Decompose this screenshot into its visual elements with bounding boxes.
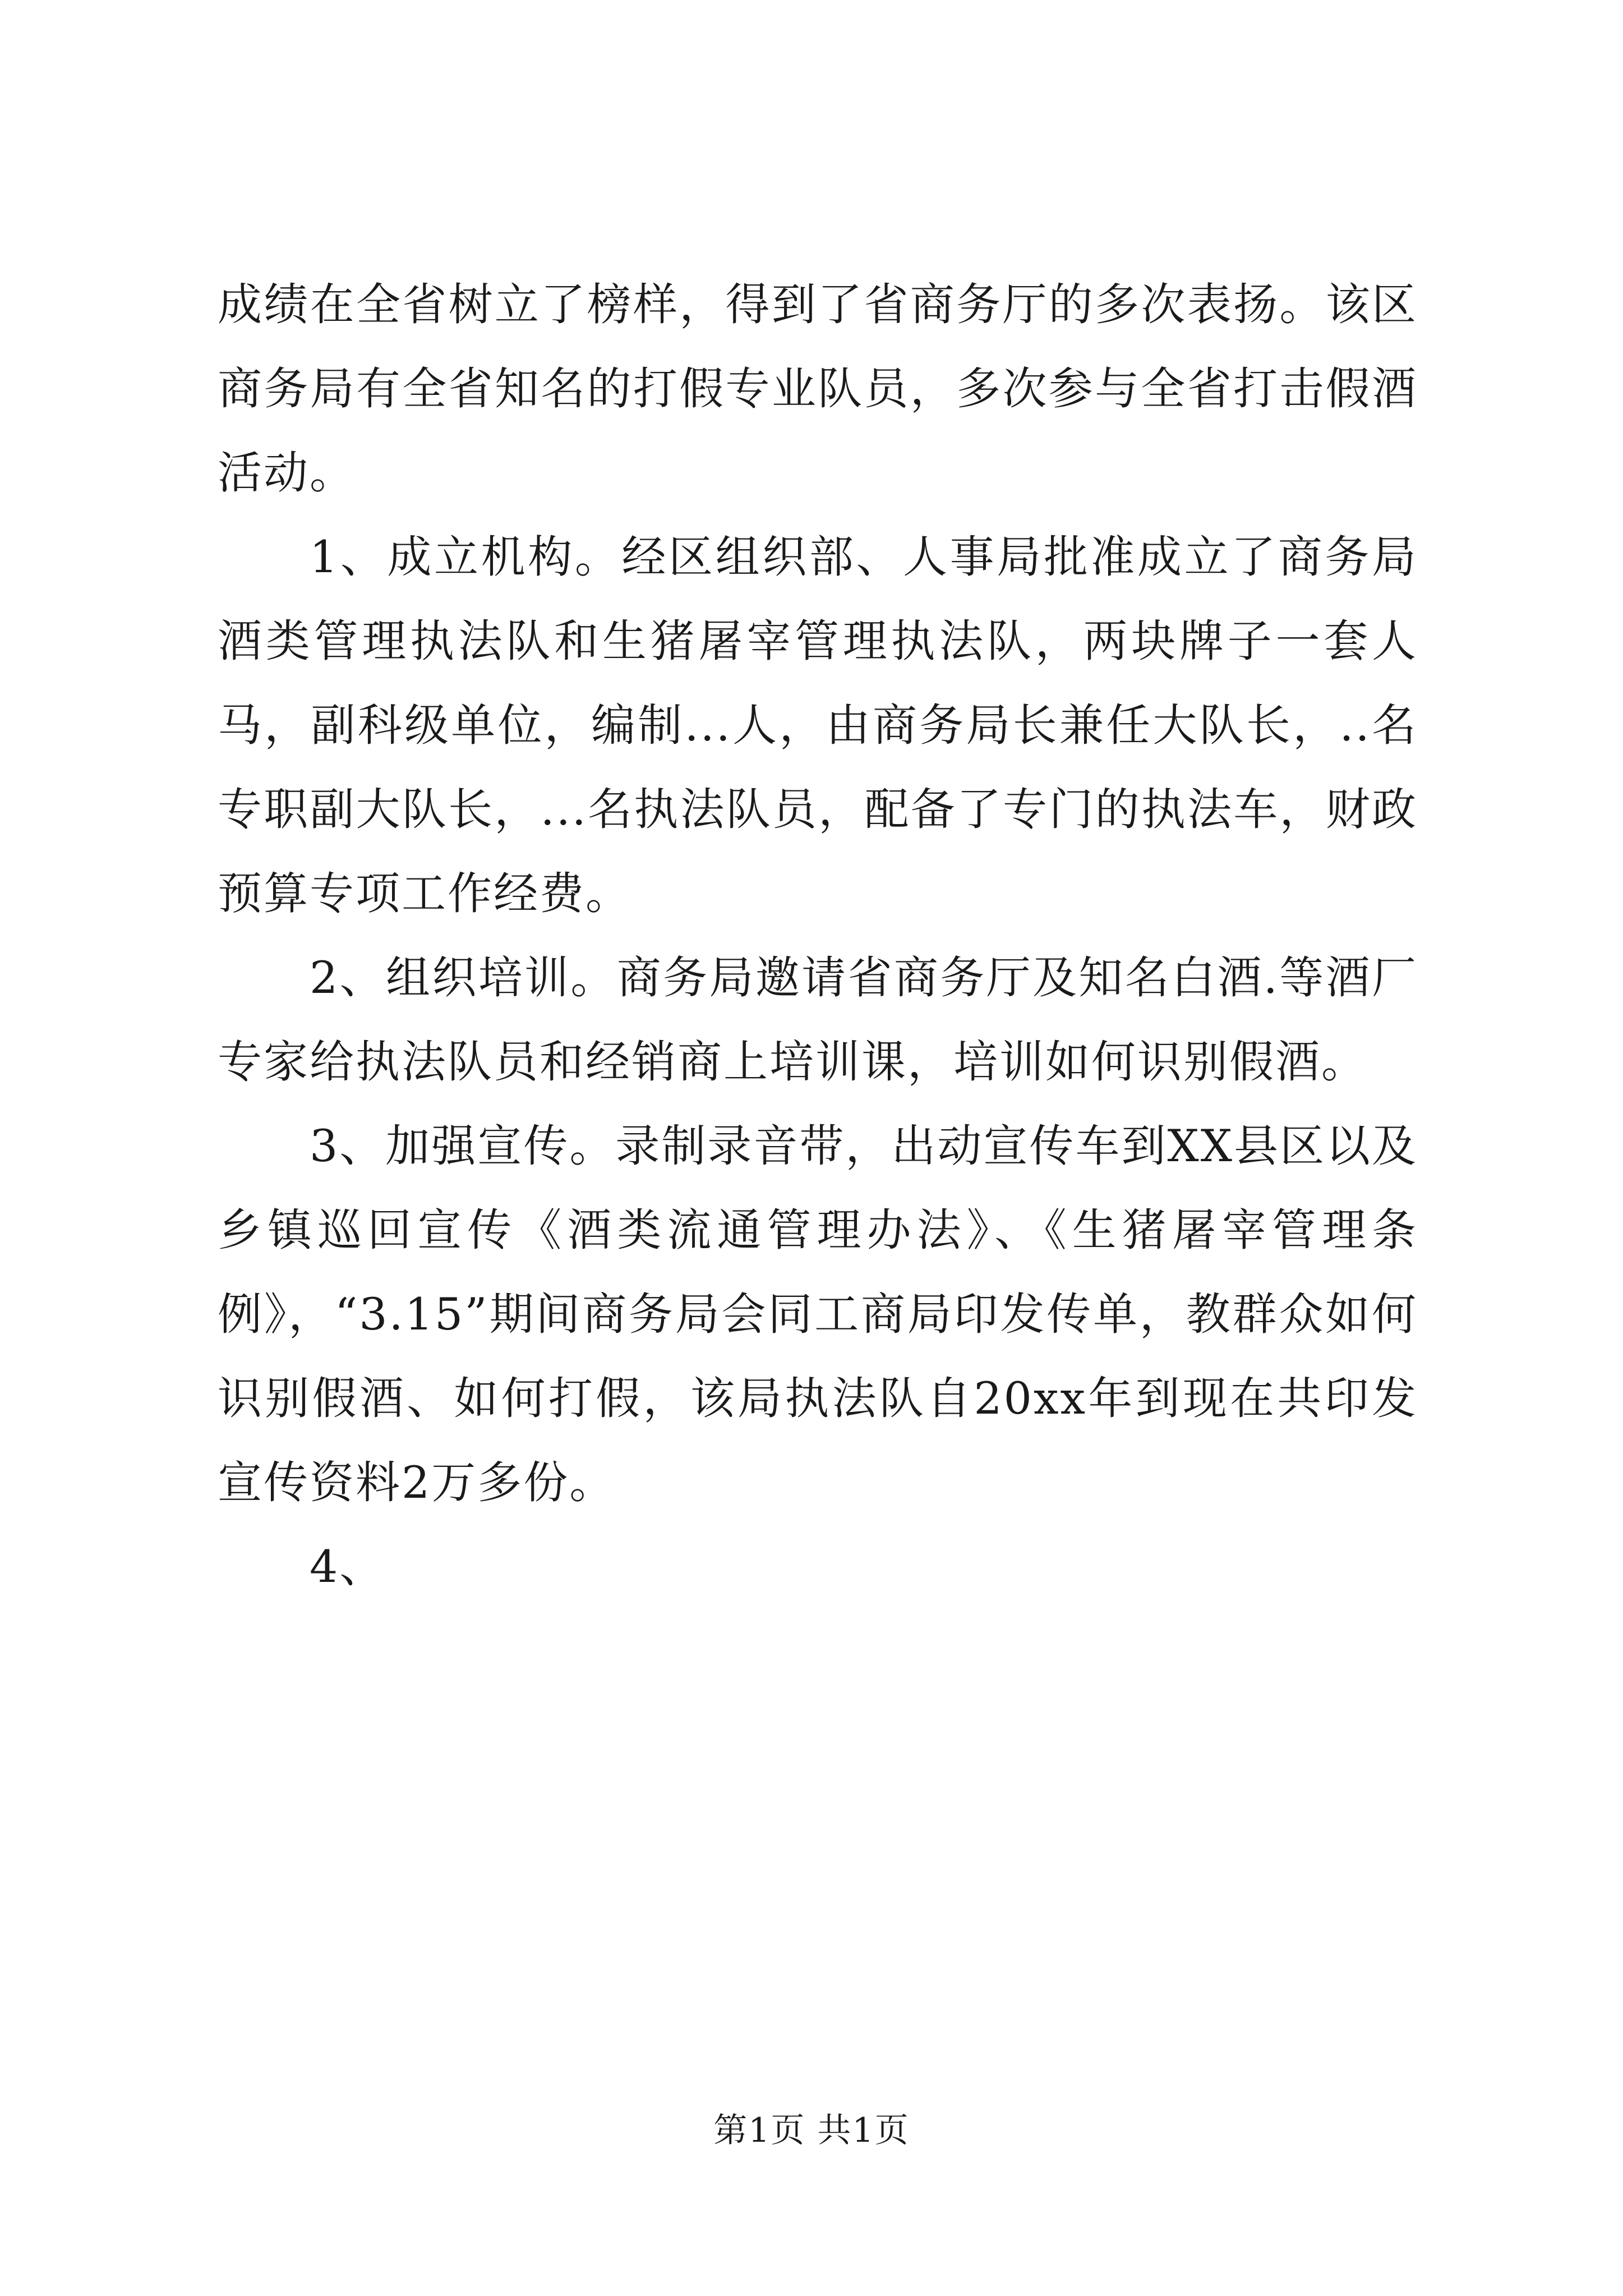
page-footer: 第1页 共1页 bbox=[713, 2111, 910, 2150]
document-body bbox=[218, 263, 1418, 1609]
paragraph-intro: 成绩在全省树立了榜样，得到了省商务厅的多次表扬。该区商务局有全省知名的打假专业队员，多次参与全省打击假酒活动。 bbox=[218, 279, 1418, 499]
paragraph-item-3: 3、加强宣传。录制录音带，出动宣传车到XX县区以及乡镇巡回宣传《酒类流通管理办法》、《生猪屠宰管理条例》，“3.15”期间商务局会同工商局印发传单，教群众如何识别假酒、如何打假，该局执法队自20xx年到现在共印发宣传资料2万多份。 bbox=[218, 1120, 1418, 1508]
paragraph-item-2: 2、组织培训。商务局邀请省商务厅及知名白酒.等酒厂专家给执法队员和经销商上培训课，培训如何识别假酒。 bbox=[218, 952, 1418, 1088]
paragraph-item-4: 4、 bbox=[310, 1541, 386, 1593]
paragraph-item-1: 1、成立机构。经区组织部、人事局批准成立了商务局酒类管理执法队和生猪屠宰管理执法队，两块牌子一套人马，副科级单位，编制...人，由商务局长兼任大队长，..名专职副大队长，...名执法队员，配备了专门的执法车，财政预算专项工作经费。 bbox=[218, 531, 1418, 919]
